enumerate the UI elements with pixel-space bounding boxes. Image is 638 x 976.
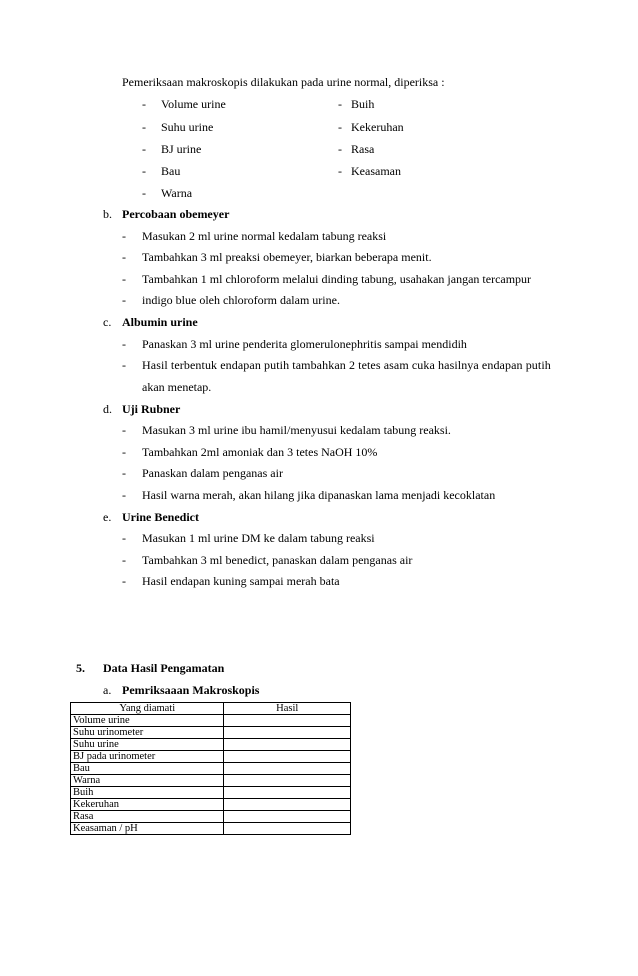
table-cell: Suhu urine — [71, 739, 224, 751]
table-cell: BJ pada urinometer — [71, 751, 224, 763]
dash-marker: - — [122, 553, 126, 567]
list-item: Hasil terbentuk endapan putih tambahkan 2 tetes asam cuka hasilnya endapan putih — [142, 358, 551, 372]
dash-marker: - — [122, 250, 126, 264]
list-item: Suhu urine — [161, 120, 214, 134]
result-cell — [224, 811, 351, 823]
dash-marker: - — [122, 272, 126, 286]
list-item: Rasa — [351, 142, 375, 156]
result-cell — [224, 763, 351, 775]
list-item: Masukan 2 ml urine normal kedalam tabung reaksi — [142, 229, 387, 243]
result-cell — [224, 787, 351, 799]
dash-marker: - — [338, 142, 342, 156]
result-cell — [224, 751, 351, 763]
table-row — [71, 739, 351, 751]
list-item: Warna — [161, 186, 193, 200]
dash-marker: - — [122, 574, 126, 588]
dash-marker: - — [122, 445, 126, 459]
section-title: Percobaan obemeyer — [122, 207, 230, 221]
list-item: indigo blue oleh chloroform dalam urine. — [142, 293, 340, 307]
table-row — [71, 763, 351, 775]
list-item: BJ urine — [161, 142, 202, 156]
result-cell — [224, 775, 351, 787]
dash-marker: - — [122, 466, 126, 480]
table-row — [71, 811, 351, 823]
section-title: Albumin urine — [122, 315, 198, 329]
list-item: Bau — [161, 164, 181, 178]
list-item: Masukan 1 ml urine DM ke dalam tabung reaksi — [142, 531, 375, 545]
list-item: Tambahkan 3 ml benedict, panaskan dalam penganas air — [142, 553, 413, 567]
subsection-title: Pemriksaaan Makroskopis — [122, 683, 260, 697]
section-heading: Data Hasil Pengamatan — [103, 661, 225, 675]
table-row — [71, 727, 351, 739]
intro-text: Pemeriksaan makroskopis dilakukan pada urine normal, diperiksa : — [122, 75, 445, 89]
column-header: Hasil — [224, 703, 351, 715]
dash-marker: - — [142, 142, 146, 156]
list-item: Tambahkan 3 ml preaksi obemeyer, biarkan beberapa menit. — [142, 250, 432, 264]
dash-marker: - — [338, 97, 342, 111]
list-item: Tambahkan 1 ml chloroform melalui dinding tabung, usahakan jangan tercampur — [142, 272, 532, 286]
dash-marker: - — [142, 120, 146, 134]
table-cell: Kekeruhan — [71, 799, 224, 811]
list-item: Keasaman — [351, 164, 401, 178]
dash-marker: - — [122, 337, 126, 351]
table-cell: Warna — [71, 775, 224, 787]
list-item: Masukan 3 ml urine ibu hamil/menyusui kedalam tabung reaksi. — [142, 423, 451, 437]
table-row — [71, 775, 351, 787]
table-row — [71, 715, 351, 727]
table-row — [71, 787, 351, 799]
table-row — [71, 799, 351, 811]
list-item: Panaskan dalam penganas air — [142, 466, 283, 480]
table-row — [71, 751, 351, 763]
dash-marker: - — [142, 186, 146, 200]
dash-marker: - — [122, 488, 126, 502]
section-letter: d. — [103, 402, 112, 416]
dash-marker: - — [338, 164, 342, 178]
result-cell — [224, 727, 351, 739]
table-cell: Bau — [71, 763, 224, 775]
table-header-row — [71, 703, 351, 715]
dash-marker: - — [122, 531, 126, 545]
list-item: Panaskan 3 ml urine penderita glomerulonephritis sampai mendidih — [142, 337, 467, 351]
list-item-continuation: akan menetap. — [142, 380, 212, 394]
result-cell — [224, 715, 351, 727]
observation-table — [70, 702, 351, 835]
list-item: Hasil endapan kuning sampai merah bata — [142, 574, 340, 588]
table-cell: Rasa — [71, 811, 224, 823]
result-cell — [224, 799, 351, 811]
list-item: Tambahkan 2ml amoniak dan 3 tetes NaOH 10% — [142, 445, 378, 459]
table-cell: Volume urine — [71, 715, 224, 727]
table-row — [71, 823, 351, 835]
dash-marker: - — [122, 229, 126, 243]
dash-marker: - — [142, 164, 146, 178]
section-title: Uji Rubner — [122, 402, 181, 416]
table-cell: Buih — [71, 787, 224, 799]
table-cell: Suhu urinometer — [71, 727, 224, 739]
dash-marker: - — [338, 120, 342, 134]
section-letter: c. — [103, 315, 112, 329]
list-item: Volume urine — [161, 97, 226, 111]
list-item: Kekeruhan — [351, 120, 404, 134]
subsection-letter: a. — [103, 683, 112, 697]
section-letter: b. — [103, 207, 112, 221]
column-header: Yang diamati — [71, 703, 224, 715]
list-item: Buih — [351, 97, 375, 111]
result-cell — [224, 739, 351, 751]
table-cell: Keasaman / pH — [71, 823, 224, 835]
dash-marker: - — [122, 293, 126, 307]
dash-marker: - — [122, 358, 126, 372]
section-letter: e. — [103, 510, 112, 524]
list-item: Hasil warna merah, akan hilang jika dipanaskan lama menjadi kecoklatan — [142, 488, 496, 502]
section-number: 5. — [76, 661, 85, 675]
dash-marker: - — [122, 423, 126, 437]
result-cell — [224, 823, 351, 835]
section-title: Urine Benedict — [122, 510, 199, 524]
dash-marker: - — [142, 97, 146, 111]
